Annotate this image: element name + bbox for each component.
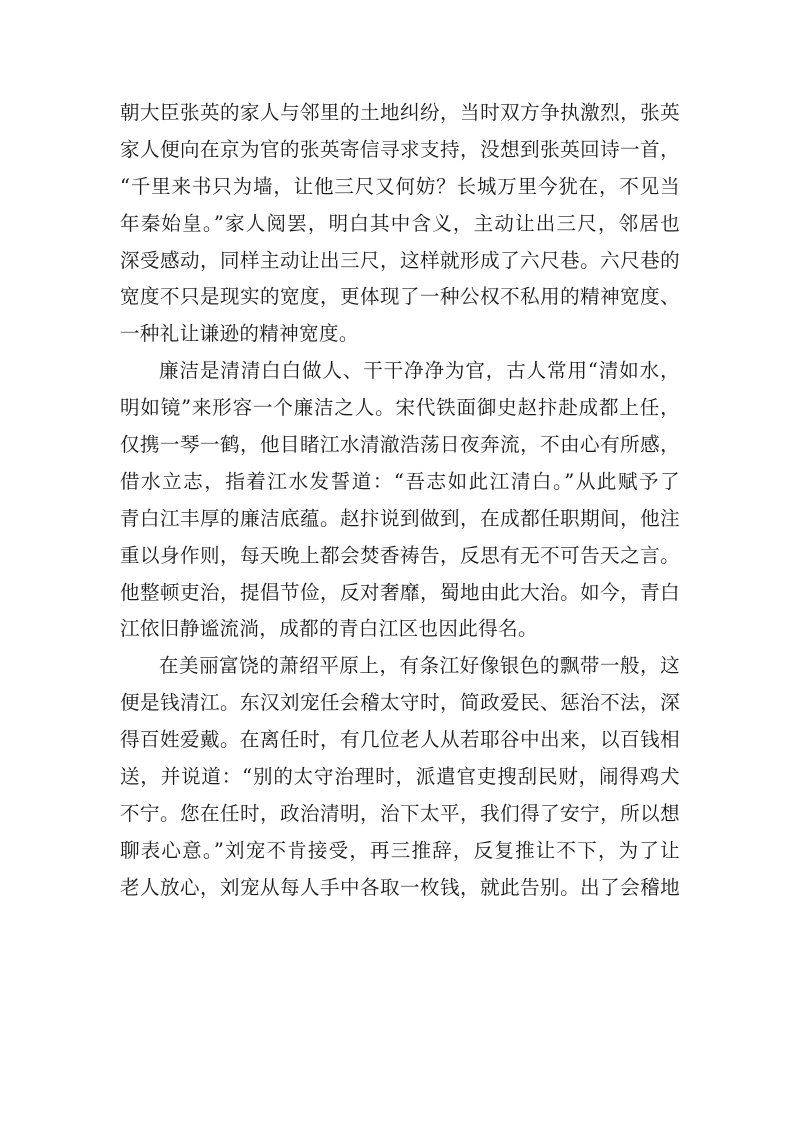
text-line: 一种礼让谦逊的精神宽度。 [120,322,359,346]
text-line: 宽度不只是现实的宽度，更体现了一种公权不私用的精神宽度、 [120,285,680,309]
paragraph-liu-chong [120,648,680,906]
text-line: 江依旧静谧流淌，成都的青白江区也因此得名。 [120,617,538,641]
paragraph-zhao-bian [120,353,680,648]
text-line: 在美丽富饶的萧绍平原上，有条江好像银色的飘带一般，这 [159,654,680,678]
text-line: 不宁。您在任时，政治清明，治下太平，我们得了安宁，所以想 [120,801,680,825]
text-line: 年秦始皇。”家人阅罢，明白其中含义，主动让出三尺，邻居也 [120,211,680,235]
text-line: 仅携一琴一鹤，他目睹江水清澈浩荡日夜奔流，不由心有所感， [120,433,680,457]
document-body [120,95,680,907]
text-line: 廉洁是清清白白做人、干干净净为官，古人常用“清如水， [159,359,680,383]
text-line: 他整顿吏治，提倡节俭，反对奢靡，蜀地由此大治。如今，青白 [120,580,680,604]
text-line: 借水立志，指着江水发誓道：“吾志如此江清白。”从此赋予了 [120,469,680,493]
text-line: 老人放心，刘宠从每人手中各取一枚钱，就此告别。出了会稽地 [120,875,680,899]
text-line: 重以身作则，每天晚上都会焚香祷告，反思有无不可告天之言。 [120,543,680,567]
text-line: 明如镜”来形容一个廉洁之人。宋代铁面御史赵抃赴成都上任， [120,396,680,420]
text-line: 聊表心意。”刘宠不肯接受，再三推辞，反复推让不下，为了让 [120,838,680,862]
paragraph-six-foot-lane [120,95,680,353]
text-line: 得百姓爱戴。在离任时，有几位老人从若耶谷中出来，以百钱相 [120,728,680,752]
text-line: 朝大臣张英的家人与邻里的土地纠纷，当时双方争执激烈，张英 [120,101,680,124]
text-line: “千里来书只为墙，让他三尺又何妨？长城万里今犹在，不见当 [120,174,680,198]
text-line: 青白江丰厚的廉洁底蕴。赵抃说到做到，在成都任职期间，他注 [120,506,680,530]
text-line: 送，并说道：“别的太守治理时，派遣官吏搜刮民财，闹得鸡犬 [120,765,680,789]
text-line: 深受感动，同样主动让出三尺，这样就形成了六尺巷。六尺巷的 [120,248,680,272]
text-line: 家人便向在京为官的张英寄信寻求支持，没想到张英回诗一首， [120,137,680,161]
text-line: 便是钱清江。东汉刘宠任会稽太守时，简政爱民、惩治不法，深 [120,691,680,715]
